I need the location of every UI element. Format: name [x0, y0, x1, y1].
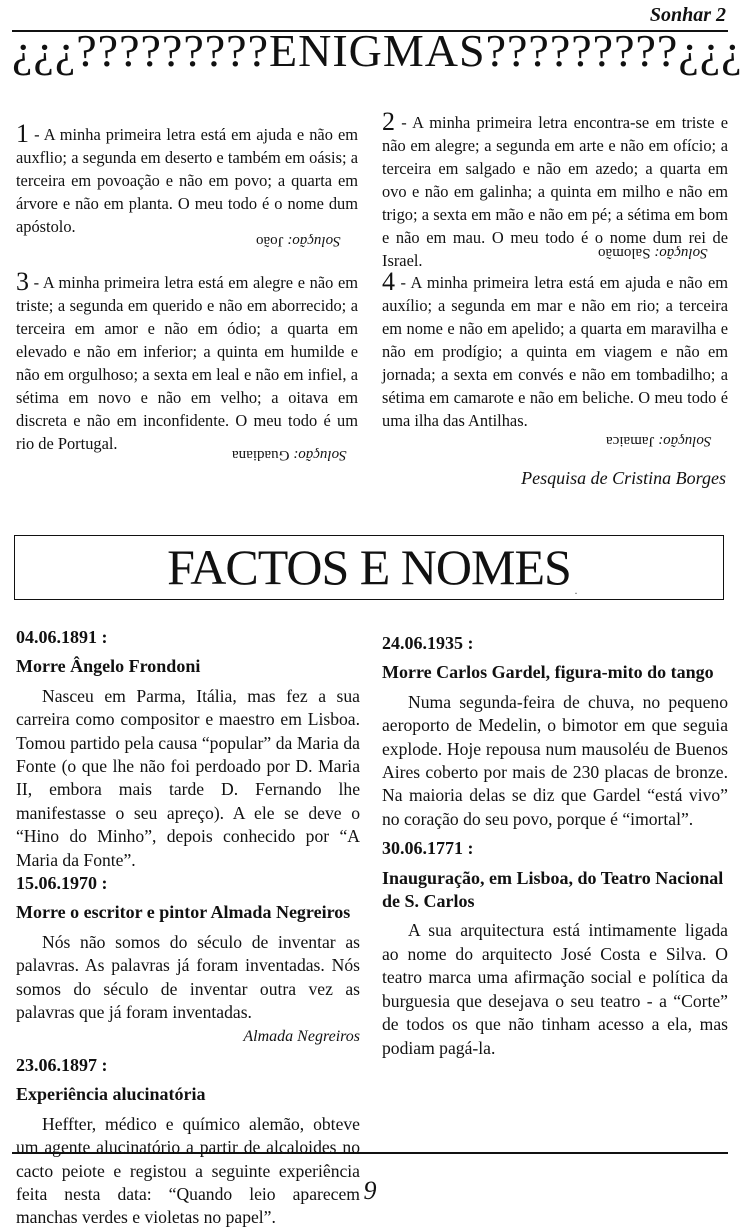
fact-headline: Morre Ângelo Frondoni [16, 656, 201, 677]
solution-label: Solução: [658, 433, 712, 449]
factos-title: FACTOS E NOMES [167, 539, 571, 595]
riddle-3-solution [232, 446, 347, 463]
fact-headline: Inauguração, em Lisboa, do Teatro Nacional de S. Carlos [382, 867, 724, 912]
enigmas-title: ¿¿¿?????????ENIGMAS?????????¿¿¿ [12, 25, 743, 76]
riddle-text: A minha primeira letra está em ajuda e não em auxflio; a segunda em deserto e também em oásis; a terceira em povoação e não em povo; a quarta em árvore e não em planta. O meu todo é o nome dum apóstolo. [16, 125, 358, 236]
bottom-rule [12, 1152, 728, 1154]
riddle-number: 3 [16, 267, 29, 296]
fact-body: Heffter, médico e químico alemão, obteve um agente alucinatório a partir de alcaloides no cacto peiote e registou a seguinte experiência feita nesta data: “Quando leio aparecem manchas verdes e violetas no papel”. [16, 1113, 360, 1228]
riddle-1-solution [256, 232, 341, 249]
page-number: 9 [363, 1176, 377, 1205]
riddle-3: 3 - A minha primeira letra está em alegre e não em triste; a segunda em querido e não em aborrecido; a terceira em amor e não em ódio; a quarta em elevado e não em inferior; a quinta em humilde e não em orgulhoso; a sexta em leal e não em infiel, a sétima em novo e não em velho; a oitava em discreta e não em inconfidente. O meu todo é um rio de Portugal. [16, 267, 359, 453]
fact-date: 23.06.1897 : [16, 1054, 108, 1075]
solution-label: Solução: [654, 245, 708, 261]
fact-date: 30.06.1771 : [382, 838, 474, 859]
solution-label: Solução: [287, 233, 341, 249]
fact-attribution: Almada Negreiros [243, 1027, 360, 1045]
riddle-text: A minha primeira letra encontra-se em triste e não em alegre; a segunda em arte e não em ofício; a terceira em salgado e não em azedo; a quarta em ovo e não em galinha; a quinta em milho e não em trigo; a sexta em mão e não em pé; a sétima em bom e não em mau. O meu todo é o nome dum rei de Israel. [382, 113, 729, 270]
riddle-4-solution [606, 432, 711, 449]
riddle-number: 2 [382, 107, 395, 136]
fact-body: Nós não somos do século de inventar as palavras. As palavras já foram inventadas. Nós somos do século de inventar outra vez as palavras que já foram inventadas. [16, 931, 360, 1023]
riddle-4: 4 - A minha primeira letra está em ajuda e não em auxílio; a segunda em mar e não em rio; a terceira em nome e não em apelido; a quarta em maravilha e não em prodígio; a quinta em viagem e não em jornada; a sexta em convés e não em tombadilho; a sétima em camarote e não em beliche. O meu todo é uma ilha das Antilhas. [382, 267, 728, 430]
fact-headline: Morre Carlos Gardel, figura-mito do tango [382, 662, 714, 683]
facts-right-column [382, 632, 728, 1060]
solution-label: Solução: [293, 447, 347, 463]
fact-headline: Experiência alucinatória [16, 1084, 206, 1105]
riddle-number: 4 [382, 267, 395, 296]
research-credit: Pesquisa de Cristina Borges [521, 468, 726, 488]
riddle-1: 1 - A minha primeira letra está em ajuda e não em auxflio; a segunda em deserto e também em oásis; a terceira em povoação e não em povo; a quarta em árvore e não em planta. O meu todo é o nome dum apóstolo. [16, 119, 358, 236]
fact-date: 04.06.1891 : [16, 627, 108, 647]
fact-body: A sua arquitectura está intimamente ligada ao nome do arquitecto José Costa e Silva. O teatro marca uma afirmação social e política da burguesia que desejava o seu teatro - a “Corte” de todos os que não tinham acesso a ela, mas podiam pagá-la. [382, 920, 728, 1058]
riddle-number: 1 [16, 119, 29, 148]
solution-answer: Salomão [598, 245, 651, 261]
riddle-2-solution [598, 244, 708, 261]
solution-answer: João [256, 233, 284, 249]
solution-answer: Guadiana [232, 447, 290, 463]
stray-mark: · [574, 586, 578, 600]
facts-left-column [16, 626, 360, 1228]
fact-body: Numa segunda-feira de chuva, no pequeno aeroporto de Medelin, o bimotor em que seguia explode. Hoje repousa num mausoléu de Buenos Aires coberto por mais de 230 placas de bronze. Na maioria delas se diz que Gardel “está vivo” no coração do seu povo, porque é “imortal”. [382, 691, 728, 829]
running-head: Sonhar 2 [649, 4, 726, 26]
fact-body: Nasceu em Parma, Itália, mas fez a sua carreira como compositor e maestro em Lisboa. Tomou partido pela causa “popular” da Maria da Fonte (o que lhe não foi perdoado por D. Maria II, embora mais tarde D. Fernando lhe manifestasse o seu apreço). A ele se deve o “Hino do Minho”, depois conhecido por “A Maria da Fonte”. [16, 685, 360, 870]
riddle-text: A minha primeira letra está em ajuda e não em auxílio; a segunda em mar e não em rio; a terceira em nome e não em apelido; a quarta em maravilha e não em prodígio; a quinta em viagem e não em jornada; a sexta em convés e não em tombadilho; a sétima em camarote e não em beliche. O meu todo é uma ilha das Antilhas. [382, 273, 728, 430]
factos-title-box [14, 535, 724, 600]
riddle-2: 2 - A minha primeira letra encontra-se em triste e não em alegre; a segunda em arte e não em ofício; a terceira em salgado e não em azedo; a quarta em ovo e não em galinha; a quinta em milho e não em trigo; a sexta em mão e não em pé; a sétima em bom e não em mau. O meu todo é o nome dum rei de Israel. [382, 107, 729, 270]
solution-answer: Jamaica [606, 433, 655, 449]
riddle-text: A minha primeira letra está em alegre e não em triste; a segunda em querido e não em aborrecido; a terceira em amor e não em ódio; a quarta em elevado e não em inferior; a quinta em humilde e não em orgulhoso; a sexta em leal e não em infiel, a sétima em novo e não em velho; a oitava em discreta e não em inconfidente. O meu todo é um rio de Portugal. [16, 273, 359, 453]
fact-date: 24.06.1935 : [382, 633, 474, 653]
fact-date: 15.06.1970 : [16, 873, 108, 894]
fact-headline: Morre o escritor e pintor Almada Negreiros [16, 902, 351, 923]
